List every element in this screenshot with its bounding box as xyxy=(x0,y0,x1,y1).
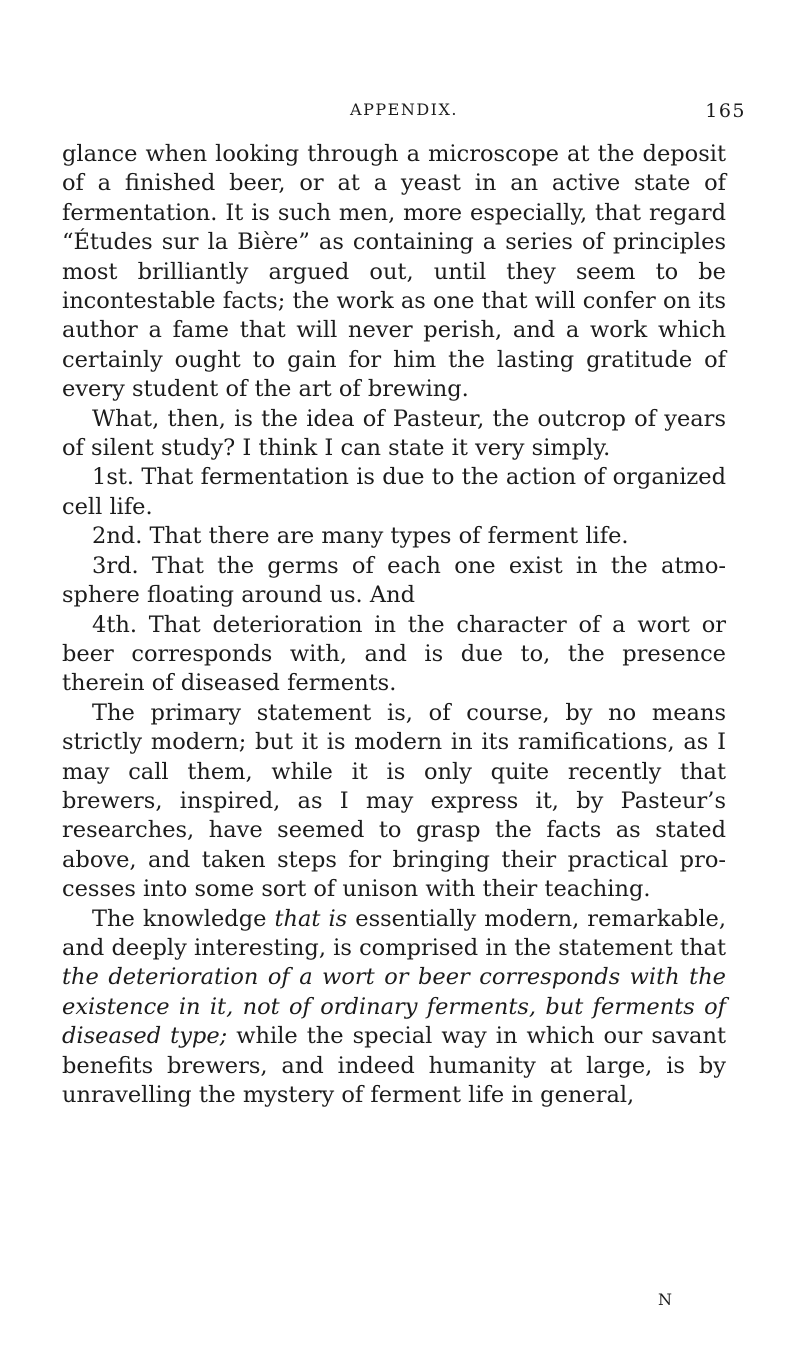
text-run: 4th. That deterioration in the character of a wort or beer corresponds with, and is due to, the presence therein of diseased ferments. xyxy=(62,611,726,697)
text-run: 1st. That fermentation is due to the action of organized cell life. xyxy=(62,464,726,520)
paragraph xyxy=(62,905,726,1111)
text-run: What, then, is the idea of Pasteur, the outcrop of years of silent study? I think I can state it very simply. xyxy=(62,405,726,462)
paragraph xyxy=(62,463,726,522)
signature-mark: N xyxy=(658,1290,672,1309)
running-title: APPENDIX. xyxy=(350,100,458,119)
text-run: essentially modern, remarkable, and deeply interesting, is comprised in the statement that xyxy=(62,905,726,961)
paragraph xyxy=(62,552,726,611)
text-run: 3rd. That the germs of each one exist in the atmosphere floating around us. And xyxy=(62,552,726,609)
text-run: The primary statement is, of course, by no means strictly modern; but it is modern in its ramifications, as I may call them, while it is only quite recently that brewers, inspired, as I may express it, by Pasteur’s researches, have seemed to grasp the facts as stated above, and taken steps for bringing their practical processes into some sort of unison with their teaching. xyxy=(62,699,726,903)
text-run: glance when looking through a microscope at the deposit of a finished beer, or at a yeast in an active state of fermentation. It is such men, more especially, that regard “Études sur la Bière” as containing a series of principles most brilliantly argued out, until they seem to be incontestable facts; the work as one that will confer on its author a fame that will never perish, and a work which certainly ought to gain for him the lasting gratitude of every student of the art of brewing. xyxy=(62,141,726,403)
paragraph xyxy=(62,699,726,905)
paragraph xyxy=(62,611,726,699)
paragraph xyxy=(62,522,726,551)
italic-text: that is xyxy=(274,905,348,932)
body-text xyxy=(62,140,726,1110)
paragraph xyxy=(62,405,726,464)
running-head xyxy=(62,100,746,126)
page-number: 165 xyxy=(705,100,746,122)
text-run: 2nd. That there are many types of ferment life. xyxy=(92,523,629,550)
paragraph xyxy=(62,140,726,405)
text-run: The knowledge xyxy=(92,905,275,932)
text-run: while the special way in which our savant benefits brewers, and indeed humanity at large, is by unravelling the mystery of ferment life in general, xyxy=(62,1023,726,1108)
italic-text: the deterioration of a wort or beer corresponds with the existence in it, not of ordinary ferments, but ferments of diseased type; xyxy=(62,964,726,1050)
